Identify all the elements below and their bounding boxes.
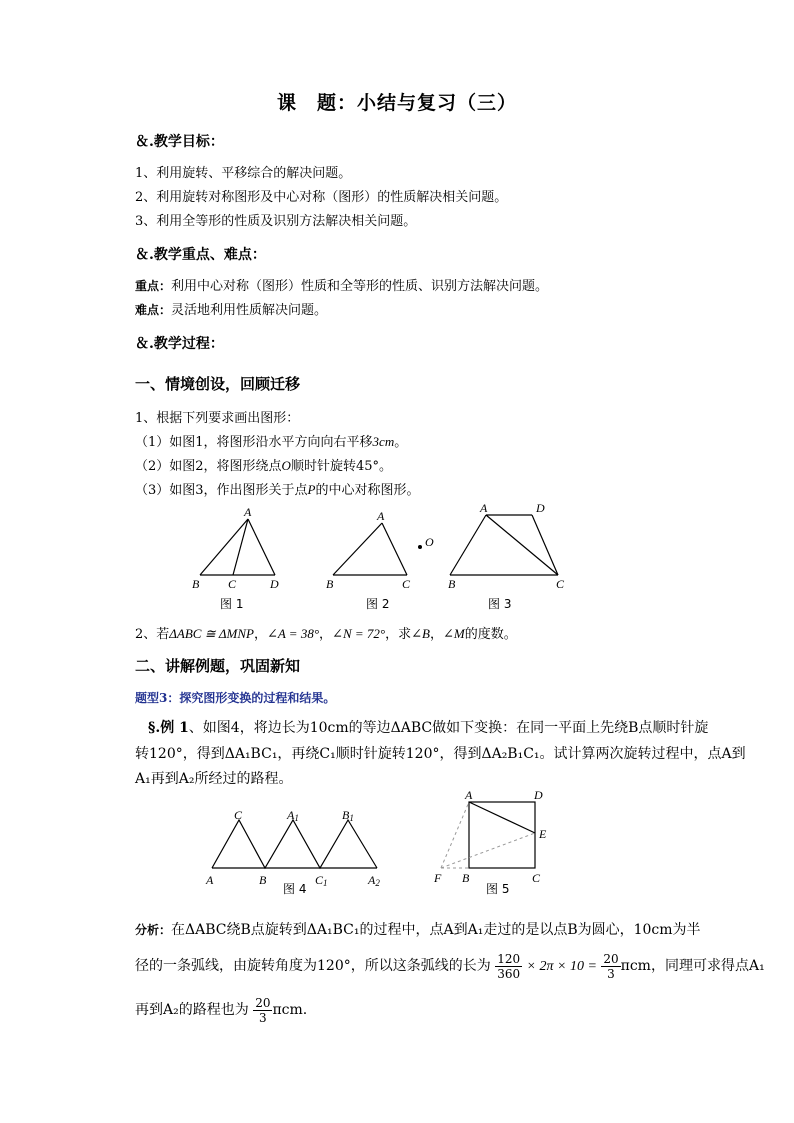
fig3-label-b: B: [448, 577, 456, 591]
fig3-label-a: A: [480, 501, 488, 515]
fig5-label-c: C: [532, 871, 541, 885]
example1-line3: A₁再到A₂所经过的路程。: [135, 771, 293, 787]
frac-num: 20: [255, 995, 271, 1010]
fig4-label-b: B: [259, 873, 267, 887]
figure-5: [441, 802, 535, 868]
difficulty-text: 灵活地利用性质解决问题。: [171, 303, 328, 318]
fig2-label-b: B: [326, 577, 334, 591]
fig1-label-c: C: [228, 577, 237, 591]
fig4-label-c1: C1: [315, 873, 328, 888]
q1a-text: （1）如图1，将图形沿水平方向向右平移: [135, 435, 373, 450]
difficulty-label: 难点：: [135, 303, 172, 317]
fig4-label-a: A: [206, 873, 214, 887]
key-text: 利用中心对称（图形）性质和全等形的性质、识别方法解决问题。: [171, 279, 549, 294]
section2-heading: 二、讲解例题，巩固新知: [135, 657, 301, 675]
keypoints-heading: ＆.教学重点、难点：: [135, 247, 266, 263]
goal-item: 2、利用旋转对称图形及中心对称（图形）的性质解决相关问题。: [135, 190, 508, 205]
q1b-end: 顺时针旋转45°。: [290, 459, 392, 474]
question1-part-b: [135, 455, 392, 474]
q2-congruence: ΔABC ≅ ΔMNP: [169, 626, 254, 641]
q2-end: 的度数。: [464, 627, 517, 642]
fig2-label-o: O: [425, 535, 434, 549]
question2: [135, 623, 517, 642]
question1-part-a: [135, 431, 407, 450]
question1-intro: 1、根据下列要求画出图形：: [135, 411, 300, 426]
fig1-label-d: D: [270, 577, 279, 591]
fig5-label-e: E: [539, 827, 547, 841]
q2-angle-a: ∠A = 38°: [266, 626, 320, 641]
process-heading: ＆.教学过程：: [135, 336, 224, 352]
q2-sep: ，: [319, 627, 333, 642]
fraction-120-360: [495, 952, 522, 981]
fig3-caption: 图 3: [488, 597, 512, 611]
fig5-label-f: F: [434, 871, 442, 885]
figure-4: [212, 820, 377, 868]
example1-text-1: 、如图4，将边长为10cm的等边ΔABC做如下变换：在同一平面上先绕B点顺时针旋: [188, 720, 709, 736]
fig4-label-c: C: [234, 808, 243, 822]
fig3-label-c: C: [556, 577, 565, 591]
fig2-point-o: [418, 545, 422, 549]
q1b-point: O: [281, 458, 291, 473]
key-point-line: [135, 275, 548, 294]
analysis-formula: × 2π × 10 =: [526, 959, 597, 974]
fig5-segment-ae: [469, 802, 535, 833]
key-label: 重点：: [135, 279, 172, 293]
q2-ask: ，求: [385, 627, 412, 642]
analysis-label: 分析：: [135, 923, 172, 937]
q2-angle-m: ∠M: [442, 626, 465, 641]
fig2-side-ac: [382, 523, 407, 575]
fig3-label-d: D: [536, 501, 545, 515]
analysis-line2: [135, 950, 765, 983]
fig5-caption: 图 5: [486, 882, 510, 896]
example1-line2: 转120°，得到ΔA₁BC₁，再绕C₁顺时针旋转120°，得到ΔA₂B₁C₁。试计算两次旋转过程中，点A到: [135, 746, 746, 762]
fig4-triangle-peaks: [212, 820, 377, 868]
goal-item: 3、利用全等形的性质及识别方法解决相关问题。: [135, 214, 417, 229]
frac-den: 360: [497, 966, 521, 981]
fig3-side-ab: [450, 515, 486, 575]
fig5-square: [469, 802, 535, 868]
analysis-text-2: 径的一条弧线，由旋转角度为120°，所以这条弧线的长为: [135, 958, 491, 974]
question-type-label: 题型3：探究图形变换的过程和结果。: [135, 691, 336, 705]
fraction-20-3: [601, 952, 620, 981]
analysis-text-3-end: πcm.: [272, 1002, 308, 1018]
page-title: 课 题：小结与复习（三）: [276, 92, 517, 114]
fig5-label-a: A: [465, 788, 473, 802]
q1a-value: 3cm: [372, 434, 395, 449]
fig3-diagonal-ac: [486, 515, 558, 575]
fig5-label-b: B: [462, 871, 470, 885]
q2-angle-b: ∠B: [411, 626, 430, 641]
fig5-dashed-fe: [441, 833, 535, 868]
analysis-line3: [135, 994, 307, 1026]
figure-2: [333, 523, 407, 575]
frac-den: 3: [259, 1010, 267, 1025]
section1-heading: 一、情境创设，回顾迁移: [135, 375, 301, 393]
fig4-label-b1: B1: [342, 808, 354, 823]
fig2-label-a: A: [377, 509, 385, 523]
q1c-point: P: [307, 482, 316, 497]
analysis-line1: [135, 919, 701, 939]
goal-item: 1、利用旋转、平移综合的解决问题。: [135, 166, 352, 181]
frac-den: 3: [607, 966, 615, 981]
analysis-text-1: 在ΔABC绕B点旋转到ΔA₁BC₁的过程中，点A到A₁走过的是以点B为圆心，10cm为半: [171, 922, 701, 938]
fig5-dashed-af: [441, 802, 469, 868]
analysis-text-3: 再到A₂的路程也为: [135, 1002, 249, 1018]
figures-row-2: [0, 785, 794, 905]
fig1-label-a: A: [244, 505, 252, 519]
fig2-caption: 图 2: [366, 597, 390, 611]
example1-line1: [148, 717, 708, 737]
q2-sep: ，: [429, 627, 443, 642]
figure-3: [450, 515, 558, 575]
goals-heading: ＆.教学目标：: [135, 134, 224, 150]
q1b-text: （2）如图2，将图形绕点: [135, 459, 282, 474]
frac-num: 120: [497, 951, 521, 966]
fig4-label-a1: A1: [287, 808, 299, 823]
q1c-text: （3）如图3，作出图形关于点: [135, 483, 308, 498]
fraction-20-3: [253, 996, 272, 1025]
fig1-label-b: B: [192, 577, 200, 591]
q2-angle-n: ∠N = 72°: [332, 626, 386, 641]
q1c-end: 的中心对称图形。: [315, 483, 420, 498]
fig1-caption: 图 1: [220, 597, 244, 611]
q1a-end: 。: [394, 435, 408, 450]
q2-text: 2、若: [135, 627, 170, 642]
fig5-label-d: D: [534, 788, 543, 802]
q2-sep: ，: [253, 627, 267, 642]
fig2-label-c: C: [402, 577, 411, 591]
fig2-side-ab: [333, 523, 382, 575]
difficulty-line: [135, 299, 327, 318]
fig3-side-dc: [532, 515, 558, 575]
example1-label: §.例 1: [148, 720, 189, 736]
frac-num: 20: [603, 951, 619, 966]
fig4-caption: 图 4: [283, 882, 307, 896]
analysis-text-2-end: πcm，同理可求得点A₁: [620, 958, 765, 974]
fig4-label-a2: A2: [368, 873, 380, 888]
fig1-side-ad: [248, 519, 275, 575]
figures-row-1: [0, 495, 794, 620]
figure-1: [200, 519, 275, 575]
